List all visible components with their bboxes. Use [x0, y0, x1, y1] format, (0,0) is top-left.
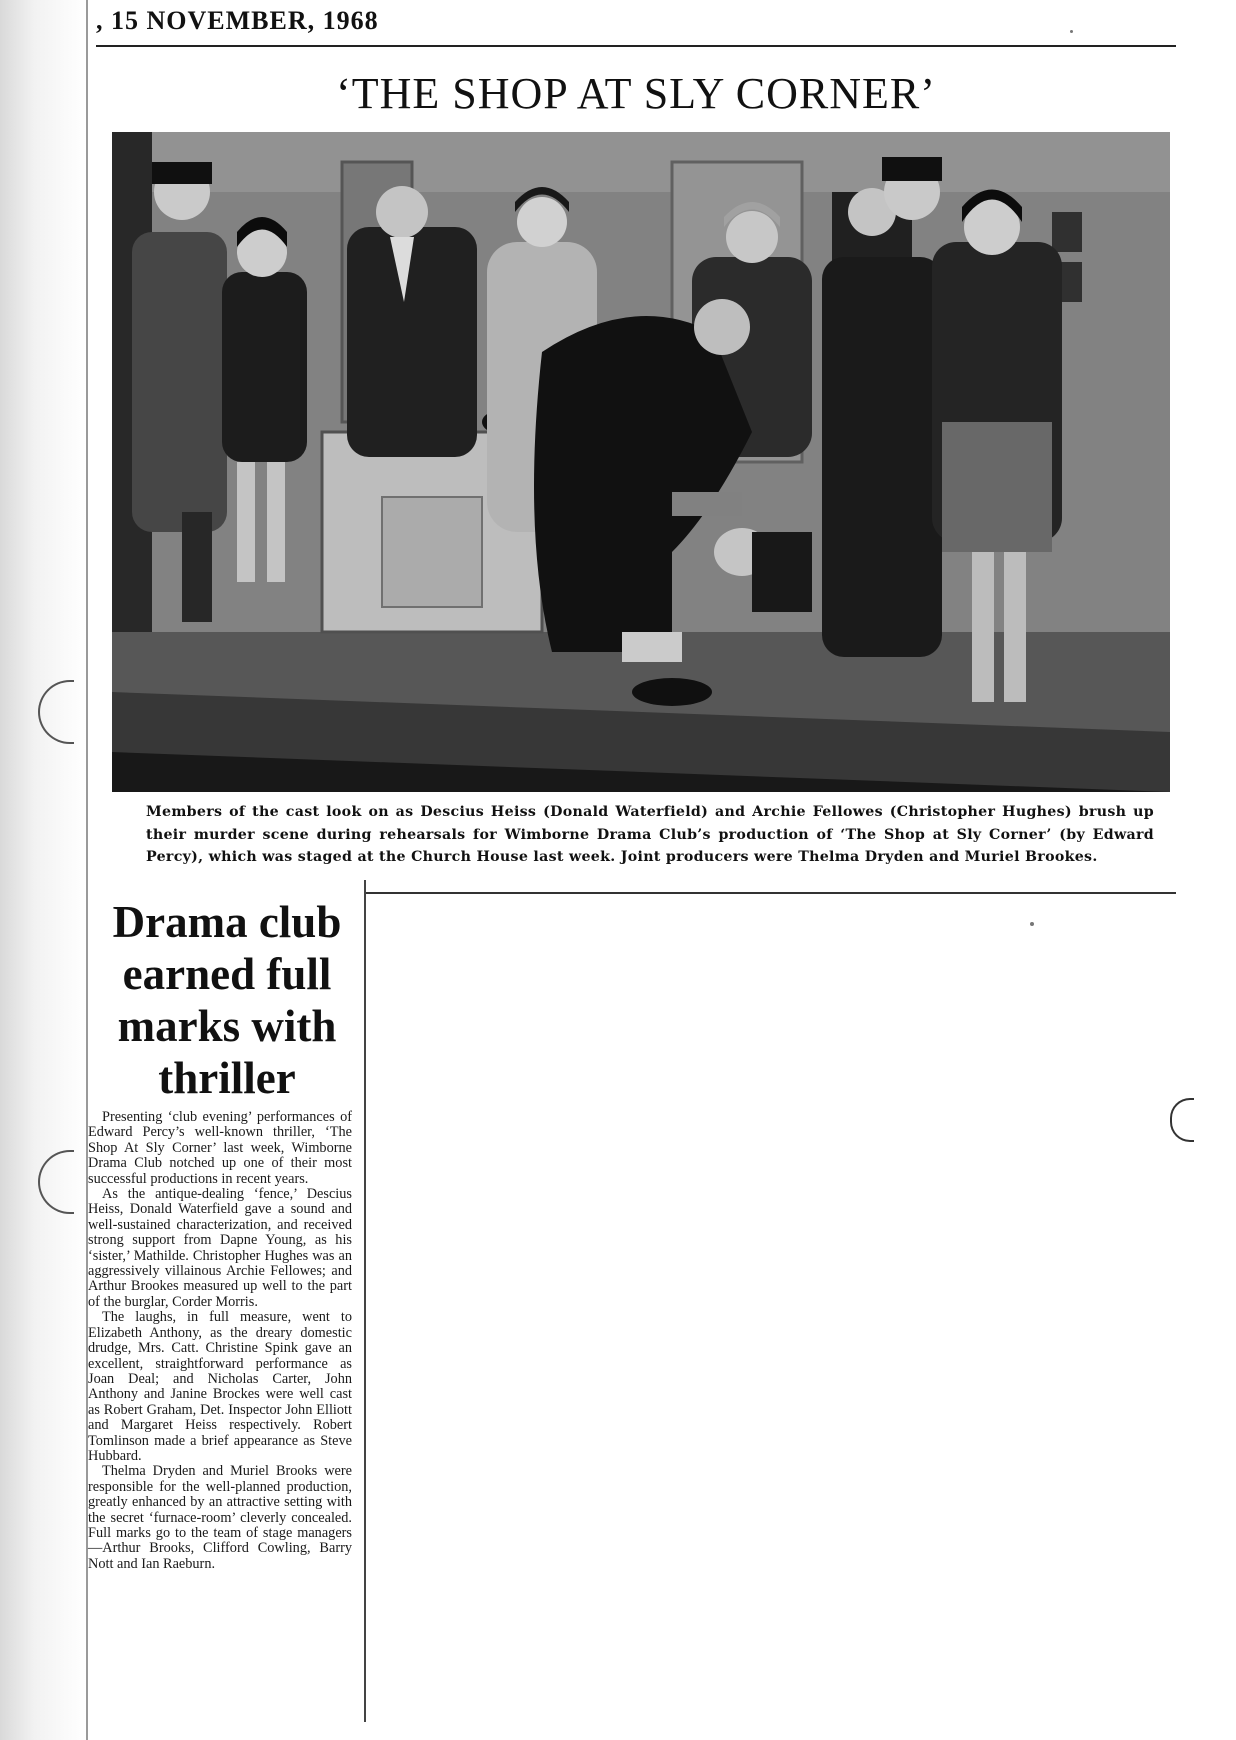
- article-body: [88, 1110, 352, 1572]
- rehearsal-photo-image: [112, 132, 1170, 792]
- paper-speck: [1030, 922, 1034, 926]
- article-headline: Drama club earned full marks with thriller: [112, 897, 342, 1103]
- article-paragraph: As the antique-dealing ‘fence,’ Descius Heiss, Donald Waterfield gave a sound and well-sustained characterization, and received strong support from Dapne Young, as his ‘sister,’ Mathilde. Christopher Hughes was an aggressively villainous Archie Fellowes; and Arthur Brookes measured up well to the part of the burglar, Corder Morris.: [88, 1186, 352, 1310]
- rehearsal-photo: [112, 132, 1170, 792]
- top-rule: [96, 45, 1176, 47]
- paper-speck: [1070, 30, 1073, 33]
- article-paragraph: Thelma Dryden and Muriel Brooks were responsible for the well-planned production, greatly enhanced by an attractive setting with the secret ‘furnace-room’ cleverly concealed. Full marks go to the team of stage managers—Arthur Brooks, Clifford Cowling, Barry Nott and Ian Raeburn.: [88, 1463, 352, 1572]
- photo-caption: Members of the cast look on as Descius Heiss (Donald Waterfield) and Archie Fellowes (Christopher Hughes) brush up their murder scene during rehearsals for Wimborne Drama Club’s production of ‘The Shop at Sly Corner’ (by Edward Percy), which was staged at the Church House last week. Joint producers were Thelma Dryden and Muriel Brookes.: [146, 804, 1154, 865]
- article-paragraph: Presenting ‘club evening’ performances of Edward Percy’s well-known thriller, ‘The Shop At Sly Corner’ last week, Wimborne Drama Club notched up one of their most successful productions in recent years.: [88, 1109, 352, 1187]
- photo-headline: ‘THE SHOP AT SLY CORNER’: [336, 69, 936, 118]
- article-paragraph: The laughs, in full measure, went to Elizabeth Anthony, as the dreary domestic drudge, Mrs. Catt. Christine Spink gave an excellent, straightforward performance as Joan Deal; and Nicholas Carter, John Anthony and Janine Brockes were well cast as Robert Graham, Det. Inspector John Elliott and Margaret Heiss respectively. Robert Tomlinson made a brief appearance as Steve Hubbard.: [88, 1309, 352, 1464]
- dateline: , 15 NOVEMBER, 1968: [96, 6, 379, 35]
- caption-rule: [366, 892, 1176, 894]
- page-binding-edge: [0, 0, 86, 1740]
- margin-mark: [1170, 1098, 1194, 1142]
- column-rule: [364, 880, 366, 1722]
